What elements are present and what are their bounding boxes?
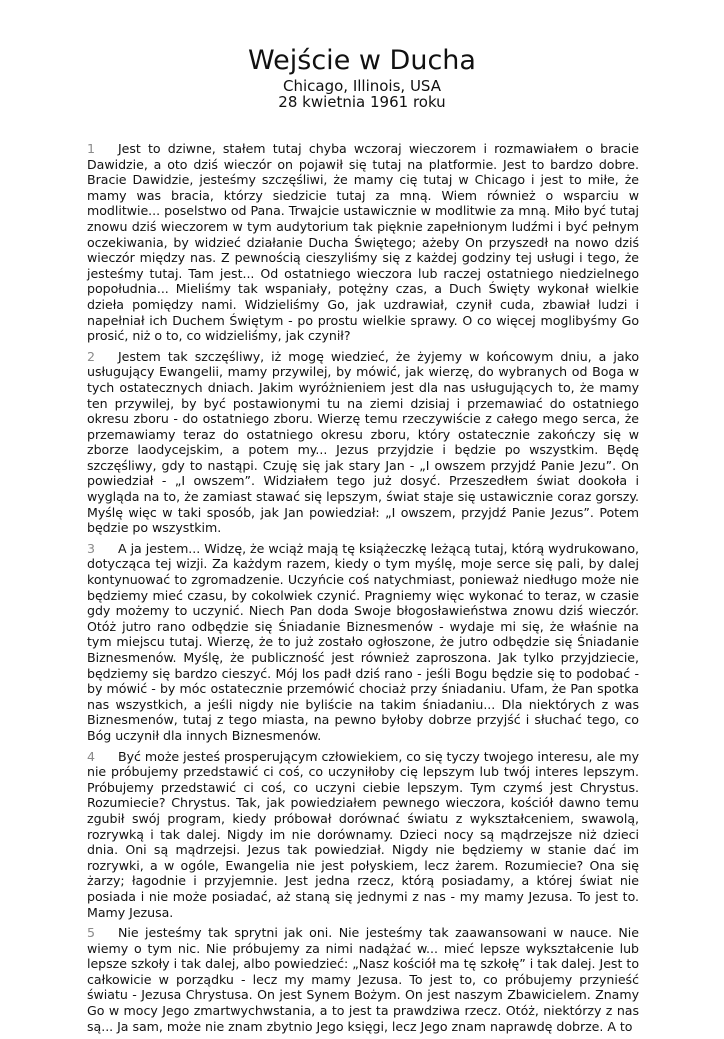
sermon-location: Chicago, Illinois, USA: [283, 77, 441, 95]
paragraph: [87, 925, 639, 1034]
paragraph: [87, 749, 639, 921]
sermon-date: 28 kwietnia 1961 roku: [278, 93, 446, 111]
paragraph-number: 5: [87, 925, 95, 941]
paragraph: [87, 141, 639, 344]
paragraph-text: Jest to dziwne, stałem tutaj chyba wczoraj wieczorem i rozmawiałem o bracie Dawidzie, a oto dziś wieczór on pojawił się tutaj na platformie. Jest to bardzo dobre. Bracie Dawidzie, jesteśmy szczęśliwi, że mamy cię tutaj w Chicago i jest to miłe, że mamy was bracia, którzy siedzicie tutaj za mną. Wiem również o wsparciu w modlitwie... poselstwo od Pana. Trwajcie ustawicznie w modlitwie za mną. Miło być tutaj znowu dziś wieczorem w tym audytorium tak pięknie zapełnionym ludźmi i być pełnym oczekiwania, by widzieć działanie Ducha Świętego; ażeby On przyszedł na nowo dziś wieczór między nas. Z pewnością cieszyliśmy się z każdej godziny tej usługi i tego, że jesteśmy tutaj. Tam jest... Od ostatniego wieczora lub raczej ostatniego niedzielnego popołudnia... Mieliśmy tak wspaniały, potężny czas, a Duch Święty wykonał wielkie dzieła pomiędzy nami. Widzieliśmy Go, jak uzdrawiał, czynił cuda, zbawiał ludzi i napełniał ich Duchem Świętym - po prostu wielkie sprawy. O co więcej moglibyśmy Go prosić, niż o to, co widzieliśmy, jak czynił?: [87, 141, 639, 344]
paragraph-text: Nie jesteśmy tak sprytni jak oni. Nie jesteśmy tak zaawansowani w nauce. Nie wiemy o tym nic. Nie próbujemy za nimi nadążać w... mieć lepsze wykształcenie lub lepsze szkoły i tak dalej, albo powiedzieć: „Nasz kościół ma tę szkołę” i tak dalej. Jest to całkowicie w porządku - lecz my mamy Jezusa. To jest to, co próbujemy przynieść światu - Jezusa Chrystusa. On jest Synem Bożym. On jest naszym Zbawicielem. Znamy Go w mocy Jego zmartwychwstania, a to jest ta prawdziwa rzecz. Otóż, niektórzy z nas są... Ja sam, może nie znam zbytnio Jego księgi, lecz Jego znam naprawdę dobrze. A to: [87, 925, 639, 1034]
paragraph-number: 4: [87, 748, 95, 764]
document-body: [87, 141, 639, 1039]
paragraph: [87, 349, 639, 536]
paragraph-text: Być może jesteś prosperującym człowiekiem, co się tyczy twojego interesu, ale my nie próbujemy przedstawić ci coś, co uczyniłoby cię lepszym lub twój interes lepszym. Próbujemy przedstawić ci coś, co uczyni ciebie lepszym. Tym czymś jest Chrystus. Rozumiecie? Chrystus. Tak, jak powiedziałem pewnego wieczora, kościół dawno temu zgubił swój program, kiedy próbował dorównać światu z wykształceniem, swawolą, rozrywką i tak dalej. Nigdy im nie dorównamy. Dzieci nocy są mądrzejsze niż dzieci dnia. Oni są mądrzejsi. Jezus tak powiedział. Nigdy nie będziemy w stanie dać im rozrywki, a w ogóle, Ewangelia nie jest połyskiem, lecz żarem. Rozumiecie? Ona się żarzy; łagodnie i przyjemnie. Jest jedna rzecz, którą posiadamy, a której świat nie posiada i nie może posiadać, aż staną się jednymi z nas - my mamy Jezusa. To jest to. Mamy Jezusa.: [87, 748, 639, 920]
document-title: Wejście w Ducha: [248, 45, 476, 76]
paragraph-text: Jestem tak szczęśliwy, iż mogę wiedzieć, że żyjemy w końcowym dniu, a jako usługujący Ewangelii, mamy przywilej, by mówić, jak wierzę, do wybranych od Boga w tych ostatecznych dniach. Jakim wyróżnieniem jest dla nas usługujących to, że mamy ten przywilej, by być postawionymi tu na ziemi dzisiaj i przemawiać do ostatniego okresu zboru - do ostatniego zboru. Wierzę temu rzeczywiście z całego mego serca, że przemawiamy teraz do ostatniego okresu zboru, który ostatecznie zakończy się w zborze laodycejskim, a potem my... Jezus przyjdzie i będzie po wszystkim. Będę szczęśliwy, gdy to nastąpi. Czuję się jak stary Jan - „I owszem przyjdź Panie Jezu”. On powiedział - „I owszem”. Widziałem tego już dosyć. Przeszedłem świat dookoła i wygląda na to, że zamiast stawać się lepszym, świat staje się ustawicznie coraz gorszy. Myślę więc w taki sposób, jak Jan powiedział: „I owszem, przyjdź Panie Jezus”. Potem będzie po wszystkim.: [87, 348, 639, 536]
paragraph-text: A ja jestem... Widzę, że wciąż mają tę książeczkę leżącą tutaj, którą wydrukowano, dotycząca tej wizji. Za każdym razem, kiedy o tym myślę, moje serce się pali, by dalej kontynuować to zgromadzenie. Uczyńcie coś natychmiast, ponieważ niedługo może nie będziemy mieć czasu, by cokolwiek czynić. Pragniemy więc wykonać to teraz, w czasie gdy możemy to uczynić. Niech Pan doda Swoje błogosławieństwa znowu dziś wieczór. Otóż jutro rano odbędzie się Śniadanie Biznesmenów - wydaje mi się, że właśnie na tym miejscu tutaj. Wierzę, że to już zostało ogłoszone, że jutro odbędzie się Śniadanie Biznesmenów. Myślę, że publiczność jest również zaproszona. Jak tylko przyjdziecie, będziemy się bardzo cieszyć. Mój los padł dziś rano - jeśli Bogu będzie się to podobać - by mówić - by móc ostatecznie przemówić chociaż przy śniadaniu. Ufam, że Pan spotka nas wszystkich, a jeśli nigdy nie byliście na takim śniadaniu... Dla niektórych z was Biznesmenów, tutaj z tego miasta, na pewno byłoby dobrze przyjść i słuchać tego, co Bóg uczynił dla innych Biznesmenów.: [87, 540, 639, 743]
paragraph-number: 1: [87, 141, 95, 156]
paragraph-number: 3: [87, 540, 95, 556]
paragraph: [87, 541, 639, 744]
paragraph-number: 2: [87, 348, 95, 364]
